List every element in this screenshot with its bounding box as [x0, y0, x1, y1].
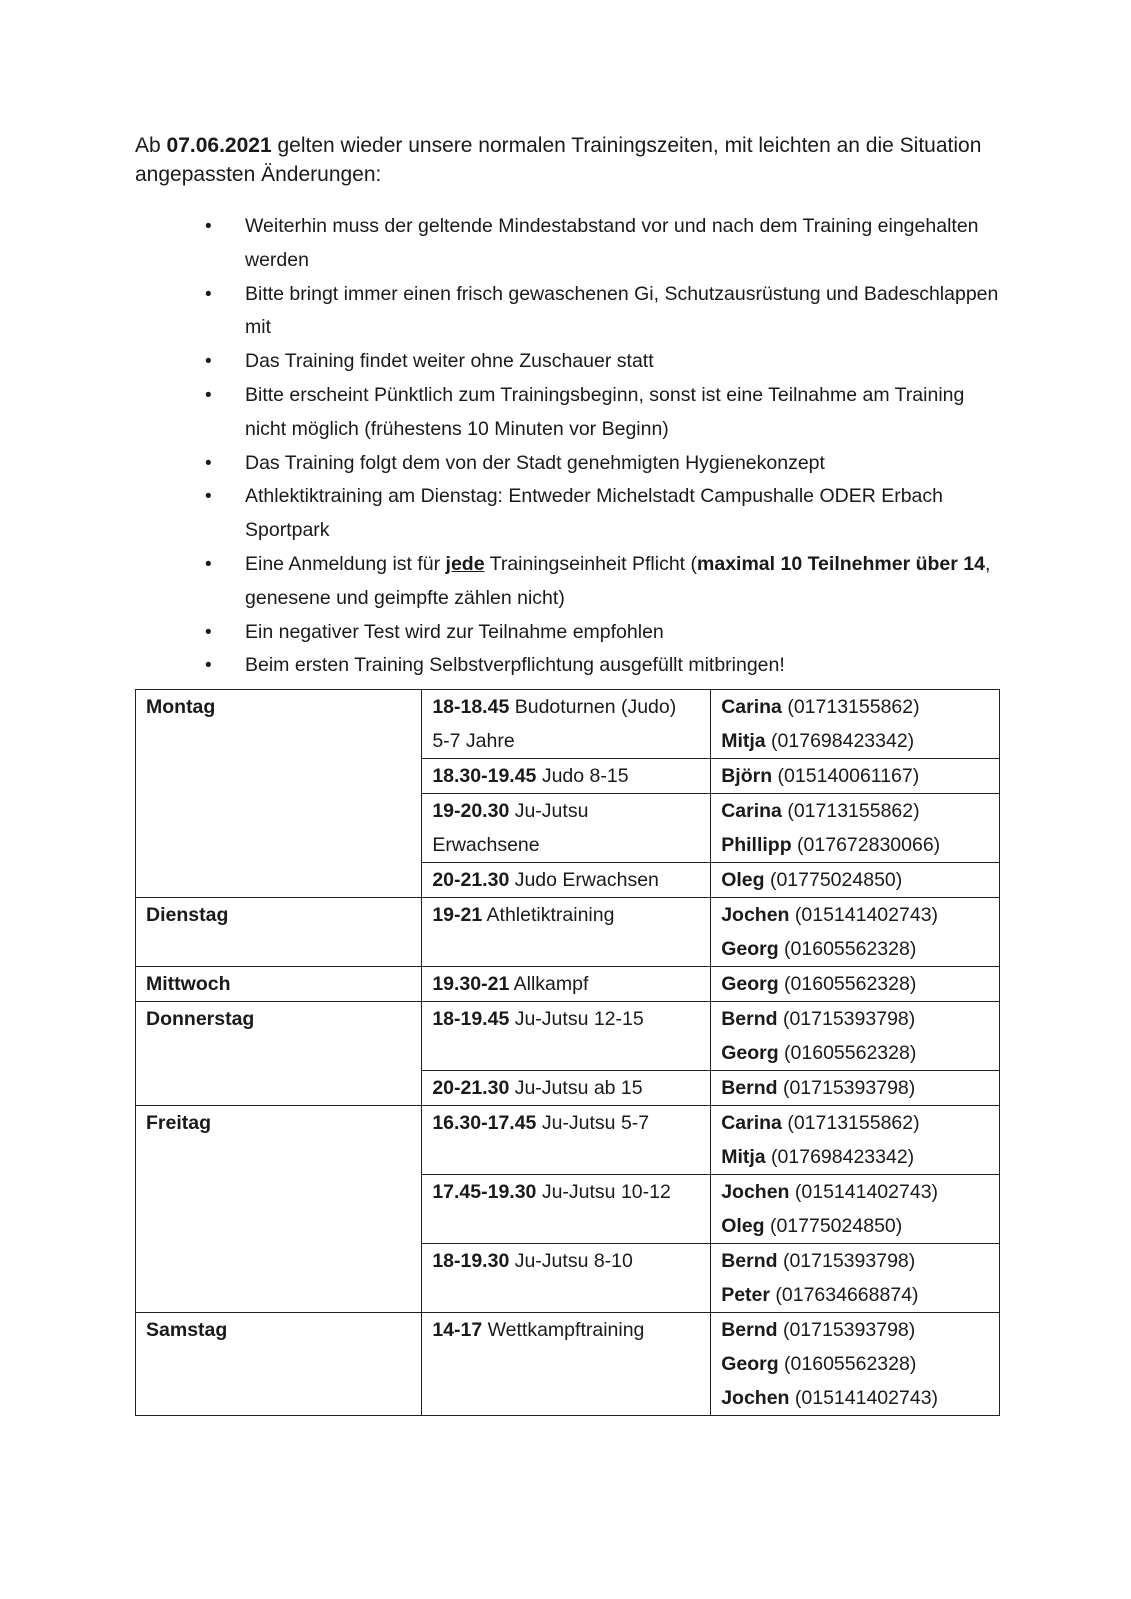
trainer-cell: Georg (01605562328): [711, 967, 1000, 1002]
session-cell: 18-18.45 Budoturnen (Judo) 5-7 Jahre: [422, 690, 711, 759]
trainer-cell: Carina (01713155862) Mitja (017698423342): [711, 690, 1000, 759]
session-cell: 14-17 Wettkampftraining: [422, 1313, 711, 1416]
intro-prefix: Ab: [135, 134, 167, 157]
trainer-cell: Oleg (01775024850): [711, 863, 1000, 898]
intro-suffix: gelten wieder unsere normalen Trainingszeiten, mit leichten an die Situation angepassten Änderungen:: [135, 134, 982, 186]
session-cell: 19-21 Athletiktraining: [422, 898, 711, 967]
session-cell: 18-19.30 Ju-Jutsu 8-10: [422, 1244, 711, 1313]
session-cell: 18-19.45 Ju-Jutsu 12-15: [422, 1002, 711, 1071]
table-row: [136, 1313, 1000, 1416]
trainer-cell: Jochen (015141402743) Georg (01605562328): [711, 898, 1000, 967]
session-cell: 20-21.30 Judo Erwachsen: [422, 863, 711, 898]
session-cell: 19.30-21 Allkampf: [422, 967, 711, 1002]
day-cell: Samstag: [136, 1313, 422, 1416]
day-cell: Freitag: [136, 1106, 422, 1313]
trainer-cell: Bernd (01715393798): [711, 1071, 1000, 1106]
day-cell: Donnerstag: [136, 1002, 422, 1106]
intro-date: 07.06.2021: [166, 134, 272, 157]
session-cell: 20-21.30 Ju-Jutsu ab 15: [422, 1071, 711, 1106]
rule-item-registration: • Eine Anmeldung ist für jede Trainingseinheit Pflicht (maximal 10 Teilnehmer über 14, genesene und geimpfte zählen nicht): [205, 548, 1005, 616]
trainer-cell: Bernd (01715393798) Georg (01605562328): [711, 1002, 1000, 1071]
day-cell: Mittwoch: [136, 967, 422, 1002]
trainer-cell: Bernd (01715393798) Georg (01605562328) Jochen (015141402743): [711, 1313, 1000, 1416]
session-cell: 19-20.30 Ju-Jutsu Erwachsene: [422, 794, 711, 863]
rule-item: • Athlektiktraining am Dienstag: Entweder Michelstadt Campushalle ODER Erbach Sportpark: [205, 480, 1005, 548]
rule-item: • Beim ersten Training Selbstverpflichtung ausgefüllt mitbringen!: [205, 649, 1005, 683]
rule-item: • Bitte bringt immer einen frisch gewaschenen Gi, Schutzausrüstung und Badeschlappen mit: [205, 278, 1005, 346]
trainer-cell: Carina (01713155862) Mitja (017698423342): [711, 1106, 1000, 1175]
rule-item: • Das Training findet weiter ohne Zuschauer statt: [205, 345, 1005, 379]
table-row: [136, 690, 1000, 759]
rule-item: • Bitte erscheint Pünktlich zum Trainingsbeginn, sonst ist eine Teilnahme am Training nicht möglich (frühestens 10 Minuten vor Beginn): [205, 379, 1005, 447]
table-row: [136, 1002, 1000, 1071]
rule-item: • Ein negativer Test wird zur Teilnahme empfohlen: [205, 616, 1005, 650]
table-row: [136, 967, 1000, 1002]
table-row: [136, 1106, 1000, 1175]
rule-item: • Weiterhin muss der geltende Mindestabstand vor und nach dem Training eingehalten werden: [205, 210, 1005, 278]
trainer-cell: Bernd (01715393798) Peter (017634668874): [711, 1244, 1000, 1313]
table-row: [136, 898, 1000, 967]
session-cell: 18.30-19.45 Judo 8-15: [422, 759, 711, 794]
session-cell: 17.45-19.30 Ju-Jutsu 10-12: [422, 1175, 711, 1244]
schedule-table: [135, 689, 1000, 1416]
day-cell: Dienstag: [136, 898, 422, 967]
trainer-cell: Björn (015140061167): [711, 759, 1000, 794]
trainer-cell: Jochen (015141402743) Oleg (01775024850): [711, 1175, 1000, 1244]
day-cell: Montag: [136, 690, 422, 898]
rule-item: • Das Training folgt dem von der Stadt genehmigten Hygienekonzept: [205, 447, 1005, 481]
rules-list: [205, 210, 1005, 683]
session-cell: 16.30-17.45 Ju-Jutsu 5-7: [422, 1106, 711, 1175]
trainer-cell: Carina (01713155862) Phillipp (017672830066): [711, 794, 1000, 863]
intro-paragraph: [135, 131, 1015, 189]
